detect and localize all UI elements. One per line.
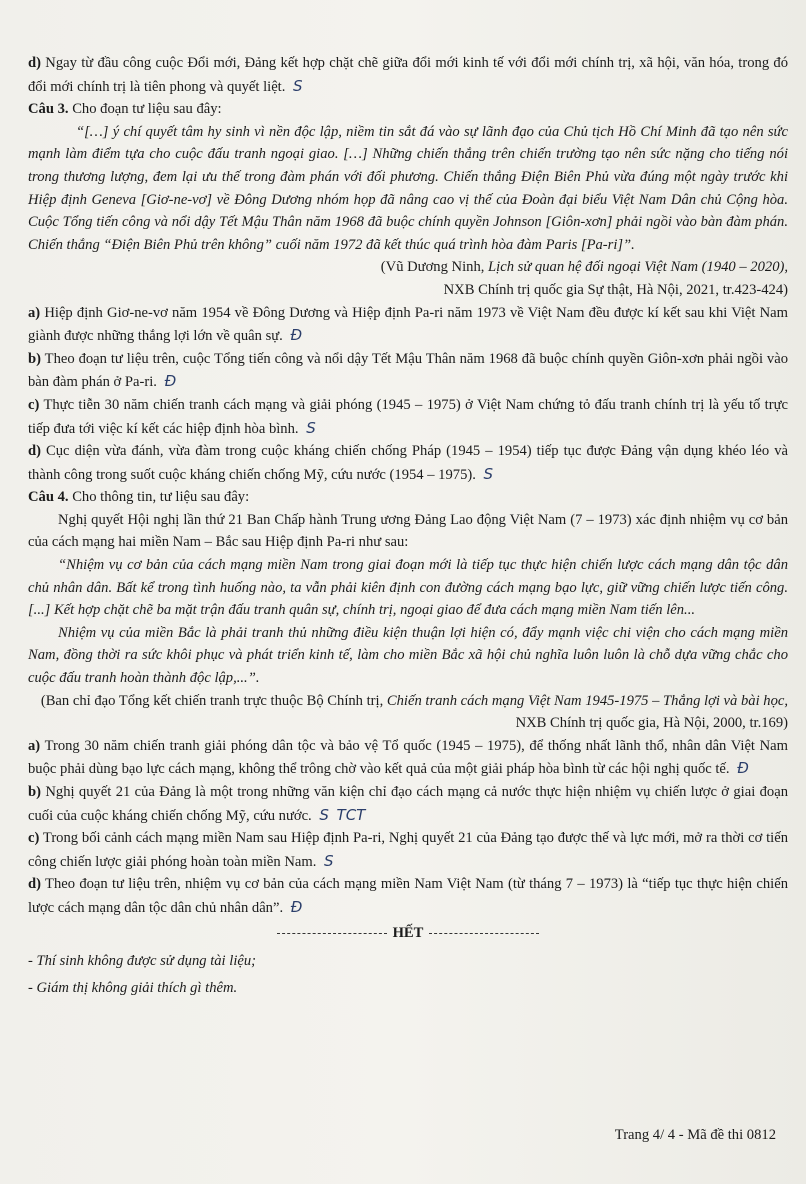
handwritten-margin-note: TCT: [336, 805, 366, 824]
handwritten-mark: Đ: [737, 759, 749, 778]
question-4-item-b: b) Nghị quyết 21 của Đảng là một trong những văn kiện chỉ đạo cách mạng cả nước thực hiện nhiệm vụ chiến lược ở giai đoạn cuối của cuộc kháng chiến chống Mỹ, cứu nước. S TCT: [28, 784, 788, 824]
question-3-item-b: b) Theo đoạn tư liệu trên, cuộc Tổng tiến công và nổi dậy Tết Mậu Thân năm 1968 đã buộc chính quyền Giôn-xơn phải ngồi vào bàn đàm phán ở Pa-ri. Đ: [28, 350, 788, 391]
note-no-materials: - Thí sinh không được sử dụng tài liệu;: [28, 953, 257, 970]
handwritten-mark: S: [483, 464, 494, 483]
handwritten-mark: S: [319, 805, 329, 824]
question-4-quote-south: “Nhiệm vụ cơ bản của cách mạng miền Nam trong giai đoạn mới là tiếp tục thực hiện chiến lược cách mạng dân tộc dân chủ nhân dân. Bất kể trong tình huống nào, ta vẫn phải kiên định con đường cách mạng bạo lực, giữ vững chiến lược tiến công. [...] Kết hợp chặt chẽ ba mặt trận đấu tranh quân sự, chính trị, ngoại giao để đưa cách mạng miền Nam tiến lên...: [28, 557, 788, 619]
handwritten-mark: Đ: [290, 326, 303, 345]
question-4-source: (Ban chỉ đạo Tổng kết chiến tranh trực thuộc Bộ Chính trị, Chiến tranh cách mạng Việt Nam 1945-1975 – Thắng lợi và bài học, NXB Chính trị quốc gia, Hà Nội, 2000, tr.169): [40, 692, 788, 732]
question-3-heading: Câu 3. Cho đoạn tư liệu sau đây:: [28, 101, 222, 118]
handwritten-mark: S: [324, 851, 334, 870]
question-3-item-d: d) Cục diện vừa đánh, vừa đàm trong cuộc kháng chiến chống Pháp (1945 – 1954) tiếp tục được Đảng vận dụng khéo léo và thành công trong suốt cuộc kháng chiến chống Mỹ, cứu nước (1954 – 1975). S: [28, 443, 788, 483]
divider: [429, 933, 539, 934]
question-3-item-a: a) Hiệp định Giơ-ne-vơ năm 1954 về Đông Dương và Hiệp định Pa-ri năm 1973 về Việt Nam đều được kí kết sau khi Việt Nam giành được những thắng lợi lớn về quân sự. Đ: [28, 304, 788, 345]
question-4-quote-north: Nhiệm vụ của miền Bắc là phải tranh thủ những điều kiện thuận lợi hiện có, đẩy mạnh việc chi viện cho cách mạng miền Nam, đồng thời ra sức khôi phục và phát triển kinh tế, làm cho miền Bắc xã hội chủ nghĩa luôn luôn là chỗ dựa vững chắc cho cuộc đấu tranh hoàn thành độc lập,...”.: [28, 624, 788, 687]
handwritten-mark: Đ: [164, 372, 177, 391]
page-footer: Trang 4/ 4 - Mã đề thi 0812: [614, 1127, 776, 1143]
question-3-source-publisher: NXB Chính trị quốc gia Sự thật, Hà Nội, 2021, tr.423-424): [443, 281, 788, 298]
question-3-item-c: c) Thực tiễn 30 năm chiến tranh cách mạng và giải phóng (1945 – 1975) ở Việt Nam chứng tỏ đấu tranh chính trị là yếu tố trực tiếp đưa tới việc kí kết các hiệp định hòa bình. S: [28, 396, 788, 437]
exam-notes: [28, 950, 788, 999]
question-2-item-d: d) Ngay từ đầu công cuộc Đổi mới, Đảng kết hợp chặt chẽ giữa đổi mới kinh tế với đổi mới chính trị, xã hội, văn hóa, trong đó đổi mới chính trị là tiên phong và quyết liệt. S: [28, 55, 789, 95]
handwritten-mark: S: [306, 418, 316, 437]
note-no-explanation: - Giám thị không giải thích gì thêm.: [28, 979, 238, 996]
divider: [277, 933, 387, 934]
question-4-item-c: c) Trong bối cảnh cách mạng miền Nam sau Hiệp định Pa-ri, Nghị quyết 21 của Đảng tạo được thế và lực mới, mở ra thời cơ tiến công chiến lược giải phóng hoàn toàn miền Nam. S: [28, 830, 788, 870]
question-3-quote: “[…] ý chí quyết tâm hy sinh vì nền độc lập, niềm tin sắt đá vào sự lãnh đạo của Chủ tịch Hồ Chí Minh đã tạo nên sức mạnh làm điểm tựa cho cuộc đấu tranh ngoại giao. […] Những chiến thắng trên chiến trường tạo nên sức nặng cho tiếng nói trong thương lượng, đem lại ưu thế trong đàm phán với đối phương. Chiến thắng Điện Biên Phủ vừa đúng một ngày trước khi Hiệp định Geneva [Giơ-ne-vơ] về Đông Dương nhóm họp đã nâng cao vị thế của Đoàn đại biểu Việt Nam Dân chủ Cộng hòa. Cuộc Tổng tiến công và nổi dậy Tết Mậu Thân năm 1968 đã buộc chính quyền Johnson [Giôn-xơn] phải ngồi vào bàn đàm phán. Chiến thắng “Điện Biên Phủ trên không” cuối năm 1972 đã kết thúc quá trình hòa đàm Paris [Pa-ri]”.: [28, 123, 788, 253]
end-marker: HẾT: [28, 922, 788, 945]
question-4-item-d: d) Theo đoạn tư liệu trên, nhiệm vụ cơ bản của cách mạng miền Nam Việt Nam (từ tháng 7 – 1973) là “tiếp tục thực hiện chiến lược cách mạng dân tộc dân chủ nhân dân”. Đ: [28, 876, 789, 916]
question-3-source: (Vũ Dương Ninh, Lịch sử quan hệ đối ngoại Việt Nam (1940 – 2020),: [380, 259, 788, 276]
question-4-context: Nghị quyết Hội nghị lần thứ 21 Ban Chấp hành Trung ương Đảng Lao động Việt Nam (7 – 1973) xác định nhiệm vụ cơ bản của cách mạng hai miền Nam – Bắc sau Hiệp định Pa-ri như sau:: [28, 511, 788, 551]
handwritten-mark: S: [293, 76, 303, 95]
page-content: [28, 52, 788, 999]
handwritten-mark: Đ: [290, 897, 303, 916]
question-4-heading: Câu 4. Cho thông tin, tư liệu sau đây:: [28, 489, 250, 506]
question-4-item-a: a) Trong 30 năm chiến tranh giải phóng dân tộc và bảo vệ Tổ quốc (1945 – 1975), để thống nhất lãnh thổ, nhân dân Việt Nam buộc phải dùng bạo lực cách mạng, không thể trông chờ vào kết quả của một giải pháp hòa bình từ các hội nghị quốc tế. Đ: [28, 737, 788, 778]
